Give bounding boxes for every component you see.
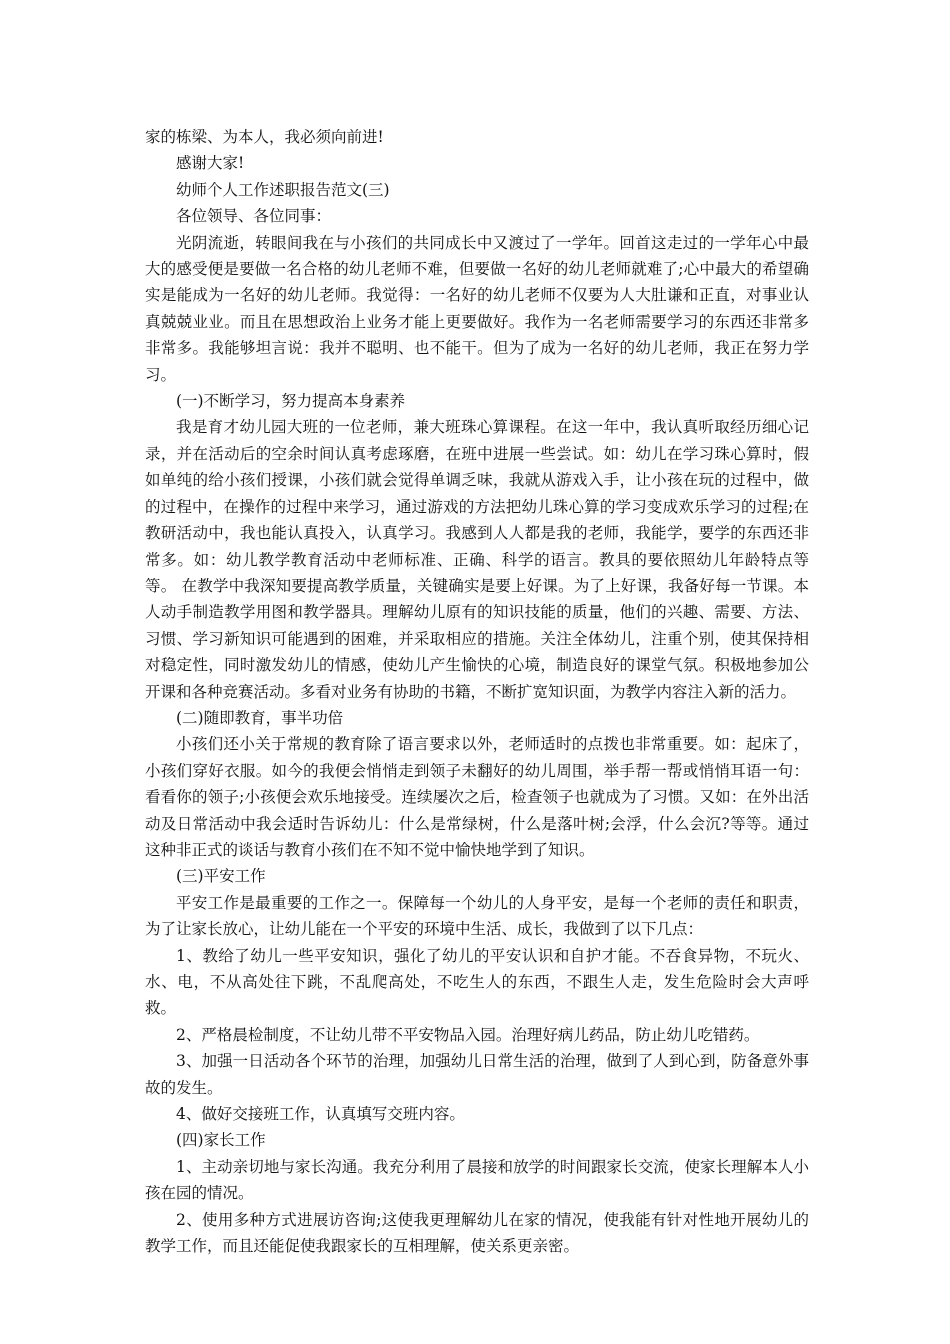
paragraph-section-2: 小孩们还小关于常规的教育除了语言要求以外，老师适时的点拨也非常重要。如：起床了，小孩们穿好衣服。如今的我便会悄悄走到领子未翻好的幼儿周围，举手帮一帮或悄悄耳语一句：看看你的领子;小孩便会欢乐地接受。连续屡次之后，检查领子也就成为了习惯。又如：在外出活动及日常活动中我会适时告诉幼儿：什么是常绿树，什么是落叶树;会浮，什么会沉?等等。通过这种非正式的谈话与教育小孩们在不知不觉中愉快地学到了知识。 xyxy=(145,735,809,859)
paragraph-section-3: 平安工作是最重要的工作之一。保障每一个幼儿的人身平安，是每一个老师的责任和职责，为了让家长放心，让幼儿能在一个平安的环境中生活、成长，我做到了以下几点： xyxy=(145,893,809,939)
list-item-safety-3: 3、加强一日活动各个环节的治理，加强幼儿日常生活的治理，做到了人到心到，防备意外事故的发生。 xyxy=(145,1052,809,1097)
list-item-safety-4: 4、做好交接班工作，认真填写交班内容。 xyxy=(176,1105,465,1124)
salutation: 各位领导、各位同事： xyxy=(176,207,332,226)
paragraph-thanks: 感谢大家! xyxy=(176,154,245,173)
section-heading-4: (四)家长工作 xyxy=(176,1131,266,1150)
paragraph-continuation: 家的栋梁、为本人，我必须向前进! xyxy=(145,128,384,146)
paragraph-section-1: 我是育才幼儿园大班的一位老师，兼大班珠心算课程。在这一年中，我认真听取经历细心记录，并在活动后的空余时间认真考虑琢磨，在班中进展一些尝试。如：幼儿在学习珠心算时，假如单纯的给小孩们授课，小孩们就会觉得单调乏味，我就从游戏入手，让小孩在玩的过程中，做的过程中，在操作的过程中来学习，通过游戏的方法把幼儿珠心算的学习变成欢乐学习的过程;在教研活动中，我也能认真投入，认真学习。我感到人人都是我的老师，我能学，要学的东西还非常多。如：幼儿教学教育活动中老师标准、正确、科学的语言。教具的要依照幼儿年龄特点等等。 在教学中我深知要提高教学质量，关键确实是要上好课。为了上好课，我备好每一节课。本人动手制造教学用图和教学器具。理解幼儿原有的知识技能的质量，他们的兴趣、需要、方法、习惯、学习新知识可能遇到的困难，并采取相应的措施。关注全体幼儿，注重个别，使其保持相对稳定性，同时激发幼儿的情感，使幼儿产生愉快的心境，制造良好的课堂气氛。积极地参加公开课和各种竞赛活动。多看对业务有协助的书籍，不断扩宽知识面，为教学内容注入新的活力。 xyxy=(145,418,809,701)
section-heading-1: (一)不断学习，努力提高本身素养 xyxy=(176,392,406,411)
document-page xyxy=(145,124,809,1259)
list-item-parents-1: 1、主动亲切地与家长沟通。我充分利用了晨接和放学的时间跟家长交流，使家长理解本人小孩在园的情况。 xyxy=(145,1157,809,1203)
list-item-safety-1: 1、教给了幼儿一些平安知识，强化了幼儿的平安认识和自护才能。不吞食异物，不玩火、水、电，不从高处往下跳，不乱爬高处，不吃生人的东西，不跟生人走，发生危险时会大声呼救。 xyxy=(145,946,809,1018)
paragraph-intro: 光阴流逝，转眼间我在与小孩们的共同成长中又渡过了一学年。回首这走过的一学年心中最大的感受便是要做一名合格的幼儿老师不难，但要做一名好的幼儿老师就难了;心中最大的希望确实是能成为一名好的幼儿老师。我觉得：一名好的幼儿老师不仅要为人大肚谦和正直，对事业认真兢兢业业。而且在思想政治上业务才能上更要做好。我作为一名老师需要学习的东西还非常多非常多。我能够坦言说：我并不聪明、也不能干。但为了成为一名好的幼儿老师，我正在努力学习。 xyxy=(145,233,809,384)
list-item-safety-2: 2、严格晨检制度，不让幼儿带不平安物品入园。治理好病儿药品，防止幼儿吃错药。 xyxy=(176,1025,760,1044)
section-heading-3: (三)平安工作 xyxy=(176,867,266,886)
document-title: 幼师个人工作述职报告范文(三) xyxy=(176,180,390,199)
section-heading-2: (二)随即教育，事半功倍 xyxy=(176,708,344,727)
list-item-parents-2: 2、使用多种方式进展访咨询;这使我更理解幼儿在家的情况，使我能有针对性地开展幼儿的教学工作，而且还能促使我跟家长的互相理解，使关系更亲密。 xyxy=(145,1210,809,1256)
